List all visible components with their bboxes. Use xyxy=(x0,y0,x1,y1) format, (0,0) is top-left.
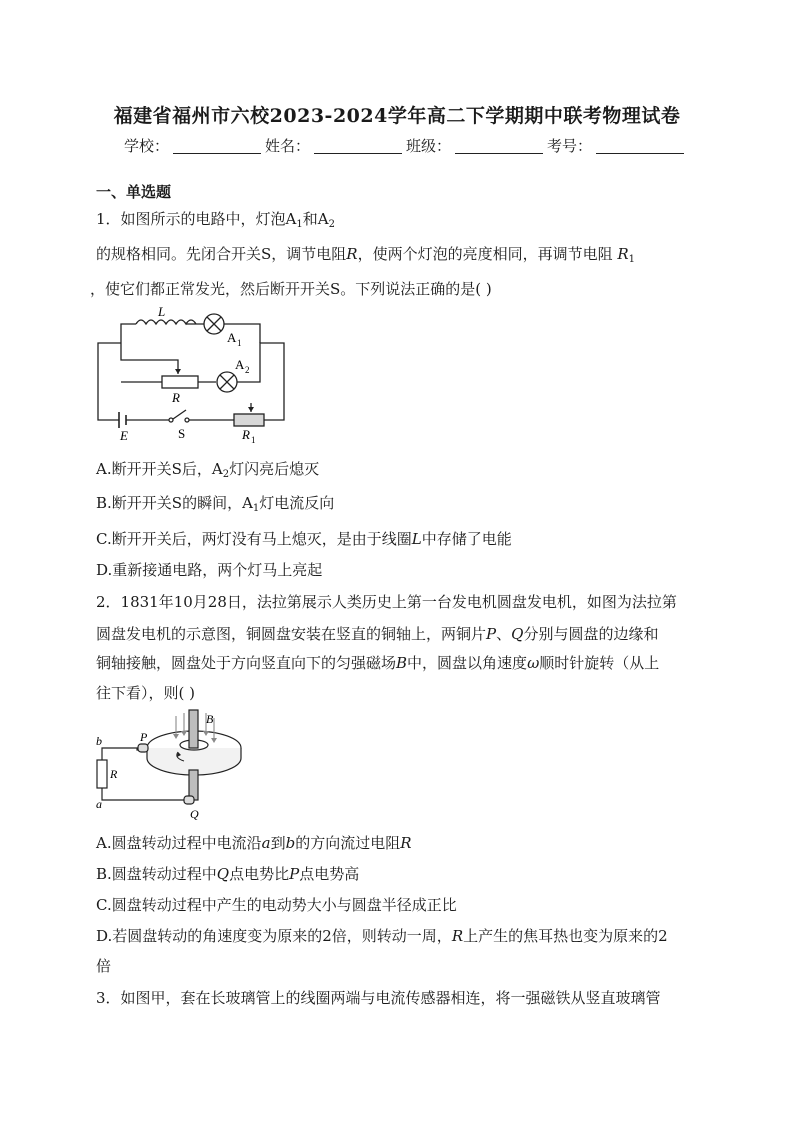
q2-option-d-cont: 倍 xyxy=(96,957,112,975)
page-title: 福建省福州市六校2023-2024学年高二下学期期中联考物理试卷 xyxy=(113,105,681,127)
var-Q: Q xyxy=(511,625,524,643)
var-R1: R xyxy=(617,245,629,263)
brush-p xyxy=(138,744,148,752)
q2-option-c[interactable]: C.圆盘转动过程中产生的电动势大小与圆盘半径成正比 xyxy=(96,896,457,914)
var-P: P xyxy=(486,625,497,643)
var-Q: Q xyxy=(216,865,230,883)
label-b: b xyxy=(96,734,102,748)
option-text: B.圆盘转动过程中 xyxy=(96,865,217,883)
q1-text: ，使两个灯泡的亮度相同，再调节电阻 xyxy=(357,245,613,263)
lamp-a1-symbol xyxy=(204,314,224,334)
var-L: L xyxy=(411,530,422,548)
subscript: 1 xyxy=(252,503,260,514)
q1-stem-line3: ，使它们都正常发光，然后断开开关S。下列说法正确的是( ) xyxy=(90,280,492,298)
label-A2: A xyxy=(235,357,245,372)
slider-arrow xyxy=(248,407,254,412)
label-E: E xyxy=(120,428,128,443)
copper-axle xyxy=(189,710,198,748)
label-A1-sub: 1 xyxy=(237,338,242,348)
var-R: R xyxy=(346,245,358,263)
label-A2-sub: 2 xyxy=(245,365,250,375)
name-label: 姓名： xyxy=(265,137,311,155)
q1-text: 1．如图所示的电路中，灯泡A xyxy=(96,210,297,228)
var-R: R xyxy=(400,834,412,852)
label-a: a xyxy=(96,797,102,811)
class-blank[interactable] xyxy=(455,139,543,154)
label-S: S xyxy=(178,426,186,441)
resistor-r1-symbol xyxy=(234,414,264,426)
q1-stem-line2 xyxy=(96,243,635,265)
q1-option-a[interactable] xyxy=(96,458,319,480)
label-B: B xyxy=(206,712,214,726)
option-text: 的方向流过电阻 xyxy=(295,834,401,852)
option-text: A.断开开关S后，A xyxy=(96,460,223,478)
label-R: R xyxy=(172,390,180,405)
name-blank[interactable] xyxy=(314,139,402,154)
option-text: 中存储了电能 xyxy=(421,530,512,548)
subscript: 1 xyxy=(296,219,303,230)
q1-stem-line1 xyxy=(96,208,335,230)
q1-text: 的规格相同。先闭合开关S，调节电阻 xyxy=(96,245,347,263)
q1-option-b[interactable] xyxy=(96,492,334,514)
q2-option-a[interactable] xyxy=(96,832,412,853)
resistor-r-symbol xyxy=(162,376,198,388)
option-text: A.圆盘转动过程中电流沿 xyxy=(96,834,262,852)
option-text: C.断开开关后，两灯没有马上熄灭，是由于线圈 xyxy=(96,530,412,548)
var-omega: ω xyxy=(527,654,540,672)
option-text: D.若圆盘转动的角速度变为原来的2倍，则转动一周， xyxy=(96,927,452,945)
option-text: 点电势比 xyxy=(229,865,290,883)
q1-circuit-figure xyxy=(94,302,304,447)
option-text: 到 xyxy=(270,834,286,852)
class-label: 班级： xyxy=(406,137,452,155)
q1-option-c[interactable] xyxy=(96,528,512,549)
var-B: B xyxy=(396,654,408,672)
number-label: 考号： xyxy=(547,137,593,155)
label-P: P xyxy=(140,730,148,744)
switch-symbol xyxy=(169,410,189,422)
label-R1: R xyxy=(242,427,250,442)
q2-stem-line1: 2．1831年10月28日，法拉第展示人类历史上第一台发电机圆盘发电机，如图为法拉第 xyxy=(96,593,677,611)
school-blank[interactable] xyxy=(173,139,261,154)
section-heading: 一、单选题 xyxy=(96,183,172,201)
q2-text: 顺时针旋转（从上 xyxy=(539,654,660,672)
option-text: 灯闪亮后熄灭 xyxy=(229,460,320,478)
option-text: 灯电流反向 xyxy=(259,494,335,512)
option-text: B.断开开关S的瞬间，A xyxy=(96,494,253,512)
var-P: P xyxy=(289,865,300,883)
q2-stem-line3 xyxy=(96,652,659,673)
q2-stem-line4: 往下看），则( ) xyxy=(96,684,195,702)
lamp-a2-symbol xyxy=(217,372,237,392)
q2-option-b[interactable] xyxy=(96,863,359,884)
q3-stem-line1: 3．如图甲，套在长玻璃管上的线圈两端与电流传感器相连，将一强磁铁从竖直玻璃管 xyxy=(96,989,661,1007)
q2-text: 中，圆盘以角速度 xyxy=(407,654,528,672)
brush-q xyxy=(184,796,194,804)
q1-option-d[interactable]: D.重新接通电路，两个灯马上亮起 xyxy=(96,561,323,579)
q2-disc-generator-figure xyxy=(94,708,284,823)
subscript: 2 xyxy=(328,219,335,230)
option-text: 点电势高 xyxy=(299,865,360,883)
q2-text: 圆盘发电机的示意图，铜圆盘安装在竖直的铜轴上，两铜片 xyxy=(96,625,487,643)
student-info-line xyxy=(124,135,688,156)
battery-symbol xyxy=(119,412,126,428)
school-label: 学校： xyxy=(124,137,170,155)
label-Q: Q xyxy=(190,807,199,821)
var-R: R xyxy=(451,927,464,945)
q2-stem-line2 xyxy=(96,623,658,644)
slider-arrow xyxy=(175,369,181,374)
var-a: a xyxy=(261,834,271,852)
subscript: 1 xyxy=(628,254,636,265)
number-blank[interactable] xyxy=(596,139,684,154)
option-text: 上产生的焦耳热也变为原来的2 xyxy=(463,927,668,945)
q2-text: 、 xyxy=(496,625,512,643)
label-A1: A xyxy=(227,330,237,345)
label-R1-sub: 1 xyxy=(251,435,256,445)
label-R: R xyxy=(110,767,118,781)
resistor-symbol xyxy=(97,760,107,788)
var-b: b xyxy=(285,834,296,852)
q2-text: 铜轴接触，圆盘处于方向竖直向下的匀强磁场 xyxy=(96,654,397,672)
subscript: 2 xyxy=(222,469,230,480)
q2-text: 分别与圆盘的边缘和 xyxy=(523,625,659,643)
q2-option-d[interactable] xyxy=(96,925,668,946)
label-L: L xyxy=(158,304,166,319)
q1-text: 和A xyxy=(302,210,329,228)
